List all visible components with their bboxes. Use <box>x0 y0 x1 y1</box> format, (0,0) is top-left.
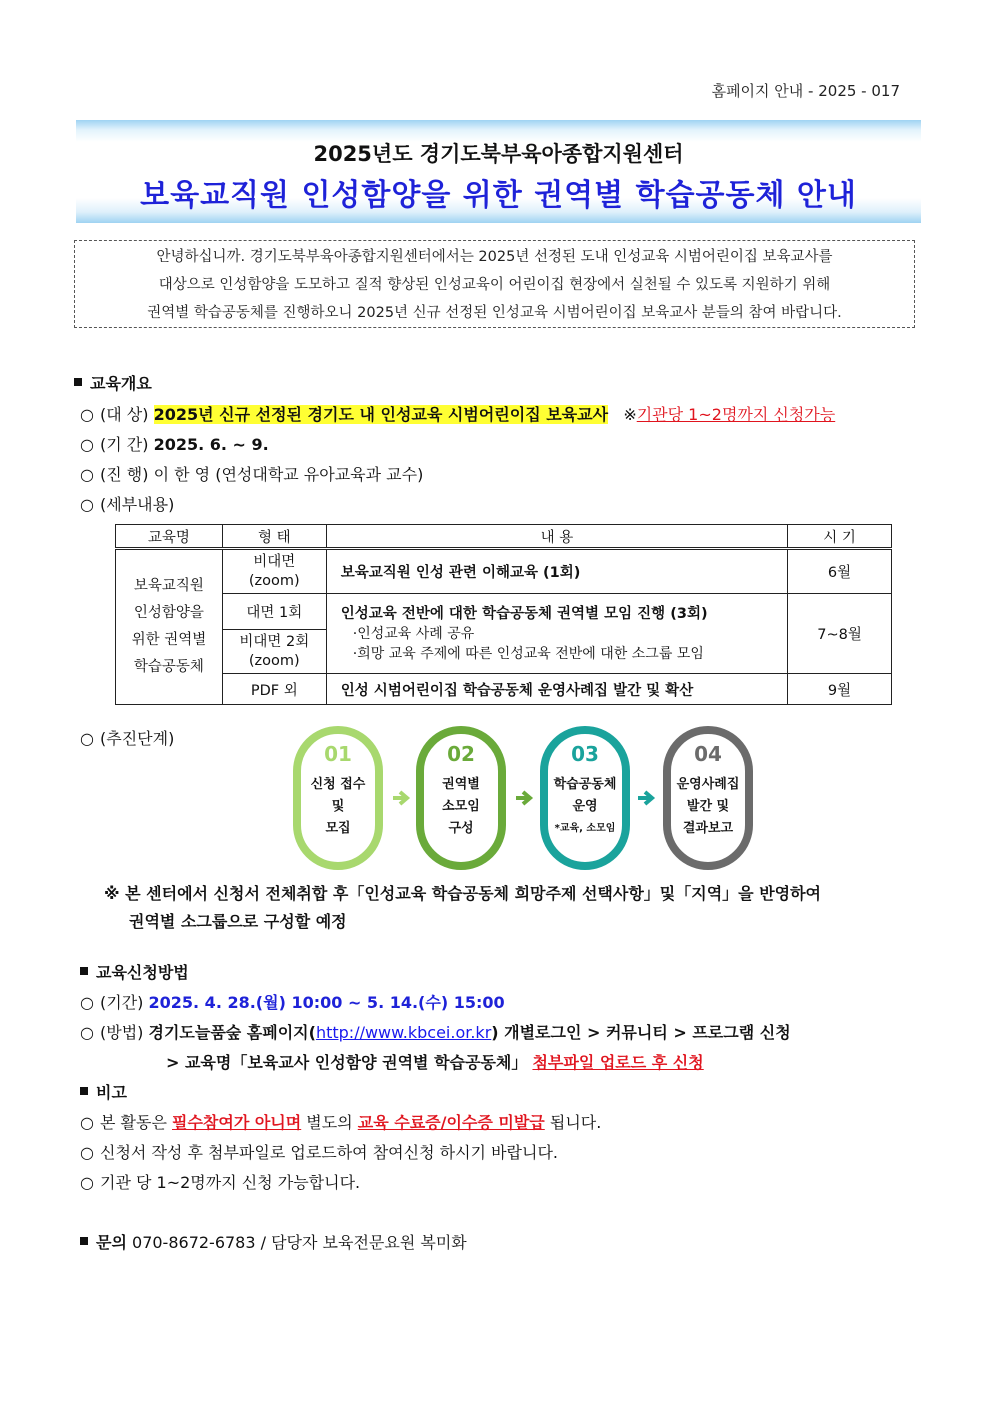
form-cell: 비대면 2회 (zoom) <box>222 630 326 674</box>
intro-line: 대상으로 인성함양을 도모하고 질적 향상된 인성교육이 어린이집 현장에서 실천될 수 있도록 지원하기 위해 <box>158 277 831 293</box>
apply-method: ○ (방법) 경기도늘품숲 홈페이지(http://www.kbcei.or.kr) 개별로그인 > 커뮤니티 > 프로그램 신청 <box>80 1023 791 1042</box>
arrow-right-icon <box>393 788 413 808</box>
bullet-square-icon <box>80 967 88 975</box>
section-heading-remarks: 비고 <box>80 1080 127 1103</box>
form-cell: 대면 1회 <box>222 594 326 630</box>
title-organization: 2025년도 경기도북부육아종합지원센터 <box>313 142 684 166</box>
time-cell: 6월 <box>788 549 892 594</box>
step-4: 04 운영사례집 발간 및 결과보고 <box>663 726 753 870</box>
title-banner <box>76 120 921 223</box>
steps-note: ※ 본 센터에서 신청서 전체취합 후「인성교육 학습공동체 희망주제 선택사항」및「지역」을 반영하여 권역별 소그룹으로 구성할 예정 <box>104 884 822 931</box>
step-2: 02 권역별 소모임 구성 <box>416 726 506 870</box>
time-cell: 7~8월 <box>788 594 892 674</box>
intro-line: 권역별 학습공동체를 진행하오니 2025년 신규 선정된 인성교육 시범어린이집 보육교사 분들의 참여 바랍니다. <box>147 305 842 321</box>
details-table <box>115 524 892 705</box>
bullet-square-icon <box>74 378 82 386</box>
table-header: 시 기 <box>788 525 892 549</box>
overview-details-label: ○ (세부내용) <box>80 495 175 514</box>
overview-target: ○ (대 상) 2025년 신규 선정된 경기도 내 인성교육 시범어린이집 보육교사 ※기관당 1~2명까지 신청가능 <box>80 405 836 424</box>
content-cell: 인성 시범어린이집 학습공동체 운영사례집 발간 및 확산 <box>326 674 787 705</box>
table-header: 내 용 <box>326 525 787 549</box>
target-value: 2025년 신규 선정된 경기도 내 인성교육 시범어린이집 보육교사 <box>153 405 609 424</box>
intro-box <box>74 240 915 328</box>
overview-period: ○ (기 간) 2025. 6. ~ 9. <box>80 435 269 454</box>
bullet-square-icon <box>80 1237 88 1245</box>
apply-method-line2: > 교육명「보육교사 인성함양 권역별 학습공동체」 첨부파일 업로드 후 신청 <box>166 1053 704 1072</box>
step-1: 01 신청 접수 및 모집 <box>293 726 383 870</box>
page-title: 보육교직원 인성함양을 위한 권역별 학습공동체 안내 <box>140 178 857 213</box>
section-heading-apply: 교육신청방법 <box>80 960 189 983</box>
content-cell: 보육교직원 인성 관련 이해교육 (1회) <box>326 549 787 594</box>
homepage-link[interactable]: http://www.kbcei.or.kr <box>315 1023 492 1042</box>
overview-instructor: ○ (진 행) 이 한 영 (연성대학교 유아교육과 교수) <box>80 465 424 484</box>
step-3: 03 학습공동체 운영 *교육, 소모임 <box>540 726 630 870</box>
contact: 문의 070-8672-6783 / 담당자 보육전문요원 복미화 <box>80 1230 467 1253</box>
table-header: 교육명 <box>116 525 223 549</box>
arrow-right-icon <box>638 788 658 808</box>
time-cell: 9월 <box>788 674 892 705</box>
table-header: 형 태 <box>222 525 326 549</box>
form-cell: 비대면 (zoom) <box>222 549 326 594</box>
content-cell: 인성교육 전반에 대한 학습공동체 권역별 모임 진행 (3회) ·인성교육 사례 공유 ·희망 교육 주제에 따른 인성교육 전반에 대한 소그룹 모임 <box>326 594 787 674</box>
target-note: 기관당 1~2명까지 신청가능 <box>636 405 836 424</box>
document-number: 홈페이지 안내 - 2025 - 017 <box>711 82 900 100</box>
form-cell: PDF 외 <box>222 674 326 705</box>
arrow-right-icon <box>516 788 536 808</box>
section-heading-overview: 교육개요 <box>74 371 152 394</box>
bullet-square-icon <box>80 1087 88 1095</box>
apply-period: ○ (기간) 2025. 4. 28.(월) 10:00 ~ 5. 14.(수) 15:00 <box>80 993 505 1012</box>
remark-item: ○ 본 활동은 필수참여가 아니며 별도의 교육 수료증/이수증 미발급 됩니다. <box>80 1113 602 1132</box>
remark-item: ○ 신청서 작성 후 첨부파일로 업로드하여 참여신청 하시기 바랍니다. <box>80 1143 559 1162</box>
intro-line: 안녕하십니까. 경기도북부육아종합지원센터에서는 2025년 선정된 도내 인성교육 시범어린이집 보육교사를 <box>156 249 833 265</box>
course-name-cell: 보육교직원 인성함양을 위한 권역별 학습공동체 <box>116 549 223 705</box>
remark-item: ○ 기관 당 1~2명까지 신청 가능합니다. <box>80 1173 361 1192</box>
steps-label: ○ (추진단계) <box>80 729 175 748</box>
